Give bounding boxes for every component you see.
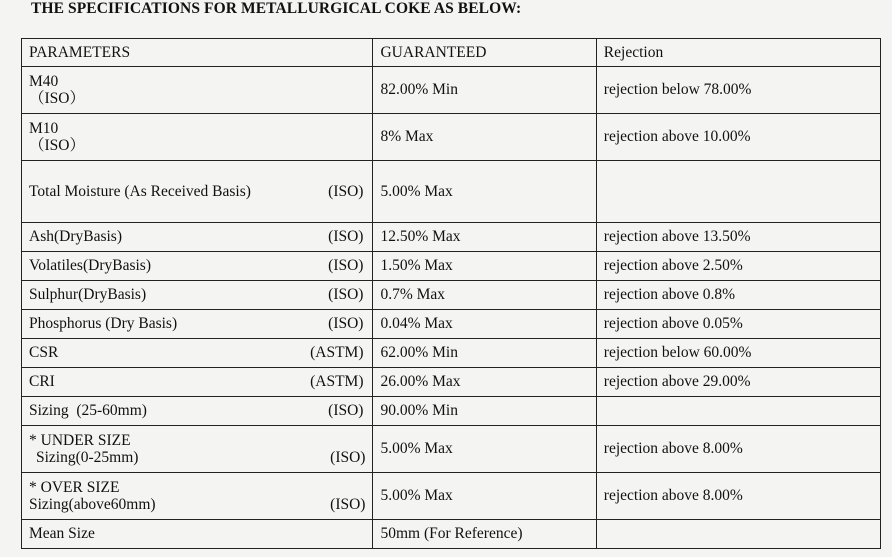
parameter-name: CSR xyxy=(29,344,59,361)
guaranteed-cell: 0.7% Max xyxy=(373,281,596,310)
table-row xyxy=(22,161,881,223)
rejection-cell: rejection above 0.05% xyxy=(596,310,880,339)
rejection-cell xyxy=(596,520,880,549)
parameter-cell xyxy=(22,397,373,426)
parameter-name: Sizing (25-60mm) xyxy=(29,402,147,419)
document-heading: THE SPECIFICATIONS FOR METALLURGICAL COKE AS BELOW: xyxy=(31,0,522,17)
parameter-name: Sulphur(DryBasis) xyxy=(29,286,147,303)
table-row xyxy=(22,310,881,339)
parameter-name: Sizing(above60mm) xyxy=(29,496,156,513)
table-row xyxy=(22,67,881,114)
rejection-cell xyxy=(596,161,880,223)
parameter-name: Mean Size xyxy=(29,525,95,542)
parameter-cell xyxy=(22,67,373,114)
rejection-cell: rejection above 29.00% xyxy=(596,368,880,397)
table-row xyxy=(22,426,881,473)
parameter-cell xyxy=(22,281,373,310)
parameter-standard: (ASTM) xyxy=(310,344,364,361)
header-parameters: PARAMETERS xyxy=(22,39,373,67)
guaranteed-cell: 50mm (For Reference) xyxy=(373,520,596,549)
spec-table xyxy=(21,38,881,549)
parameter-cell xyxy=(22,310,373,339)
guaranteed-cell: 0.04% Max xyxy=(373,310,596,339)
parameter-standard: (ISO) xyxy=(328,315,364,332)
guaranteed-cell: 12.50% Max xyxy=(373,223,596,252)
parameter-name: M10 xyxy=(29,120,59,137)
parameter-standard: （ISO） xyxy=(29,137,85,154)
parameter-cell xyxy=(22,426,373,473)
parameter-standard: (ISO) xyxy=(330,449,366,466)
header-guaranteed: GUARANTEED xyxy=(373,39,596,67)
parameter-name: Phosphorus (Dry Basis) xyxy=(29,315,178,332)
parameter-cell xyxy=(22,339,373,368)
guaranteed-cell: 1.50% Max xyxy=(373,252,596,281)
table-row xyxy=(22,281,881,310)
parameter-cell xyxy=(22,368,373,397)
size-category-label: * OVER SIZE xyxy=(29,479,120,496)
rejection-cell: rejection below 78.00% xyxy=(596,67,880,114)
parameter-name: M40 xyxy=(29,73,59,90)
parameter-cell xyxy=(22,520,373,549)
parameter-cell xyxy=(22,114,373,161)
parameter-cell xyxy=(22,223,373,252)
rejection-cell: rejection above 8.00% xyxy=(596,473,880,520)
size-category-label: * UNDER SIZE xyxy=(29,432,131,449)
parameter-standard: (ISO) xyxy=(328,402,364,419)
guaranteed-cell: 5.00% Max xyxy=(373,426,596,473)
table-row xyxy=(22,368,881,397)
parameter-name: Total Moisture (As Received Basis) xyxy=(29,182,251,200)
parameter-standard: （ISO） xyxy=(29,90,85,107)
table-row xyxy=(22,114,881,161)
table-row xyxy=(22,339,881,368)
parameter-cell xyxy=(22,161,373,223)
header-rejection: Rejection xyxy=(596,39,880,67)
parameter-name: Ash(DryBasis) xyxy=(29,228,122,245)
rejection-cell: rejection above 10.00% xyxy=(596,114,880,161)
guaranteed-cell: 5.00% Max xyxy=(373,161,596,223)
guaranteed-cell: 82.00% Min xyxy=(373,67,596,114)
guaranteed-cell: 26.00% Max xyxy=(373,368,596,397)
rejection-cell: rejection above 13.50% xyxy=(596,223,880,252)
parameter-standard: (ISO) xyxy=(328,286,364,303)
table-row xyxy=(22,223,881,252)
parameter-standard: (ISO) xyxy=(328,228,364,245)
guaranteed-cell: 90.00% Min xyxy=(373,397,596,426)
table-row xyxy=(22,473,881,520)
parameter-name: Volatiles(DryBasis) xyxy=(29,257,151,274)
parameter-cell xyxy=(22,252,373,281)
guaranteed-cell: 5.00% Max xyxy=(373,473,596,520)
rejection-cell: rejection above 8.00% xyxy=(596,426,880,473)
table-row xyxy=(22,397,881,426)
parameter-standard: (ASTM) xyxy=(310,373,364,390)
parameter-name: CRI xyxy=(29,373,55,390)
parameter-name: Sizing(0-25mm) xyxy=(36,449,139,466)
table-header-row xyxy=(22,39,881,67)
rejection-cell: rejection above 0.8% xyxy=(596,281,880,310)
guaranteed-cell: 8% Max xyxy=(373,114,596,161)
table-row xyxy=(22,520,881,549)
rejection-cell xyxy=(596,397,880,426)
parameter-standard: (ISO) xyxy=(328,182,364,200)
parameter-cell xyxy=(22,473,373,520)
parameter-standard: (ISO) xyxy=(330,496,366,513)
parameter-standard: (ISO) xyxy=(328,257,364,274)
rejection-cell: rejection above 2.50% xyxy=(596,252,880,281)
rejection-cell: rejection below 60.00% xyxy=(596,339,880,368)
guaranteed-cell: 62.00% Min xyxy=(373,339,596,368)
table-row xyxy=(22,252,881,281)
